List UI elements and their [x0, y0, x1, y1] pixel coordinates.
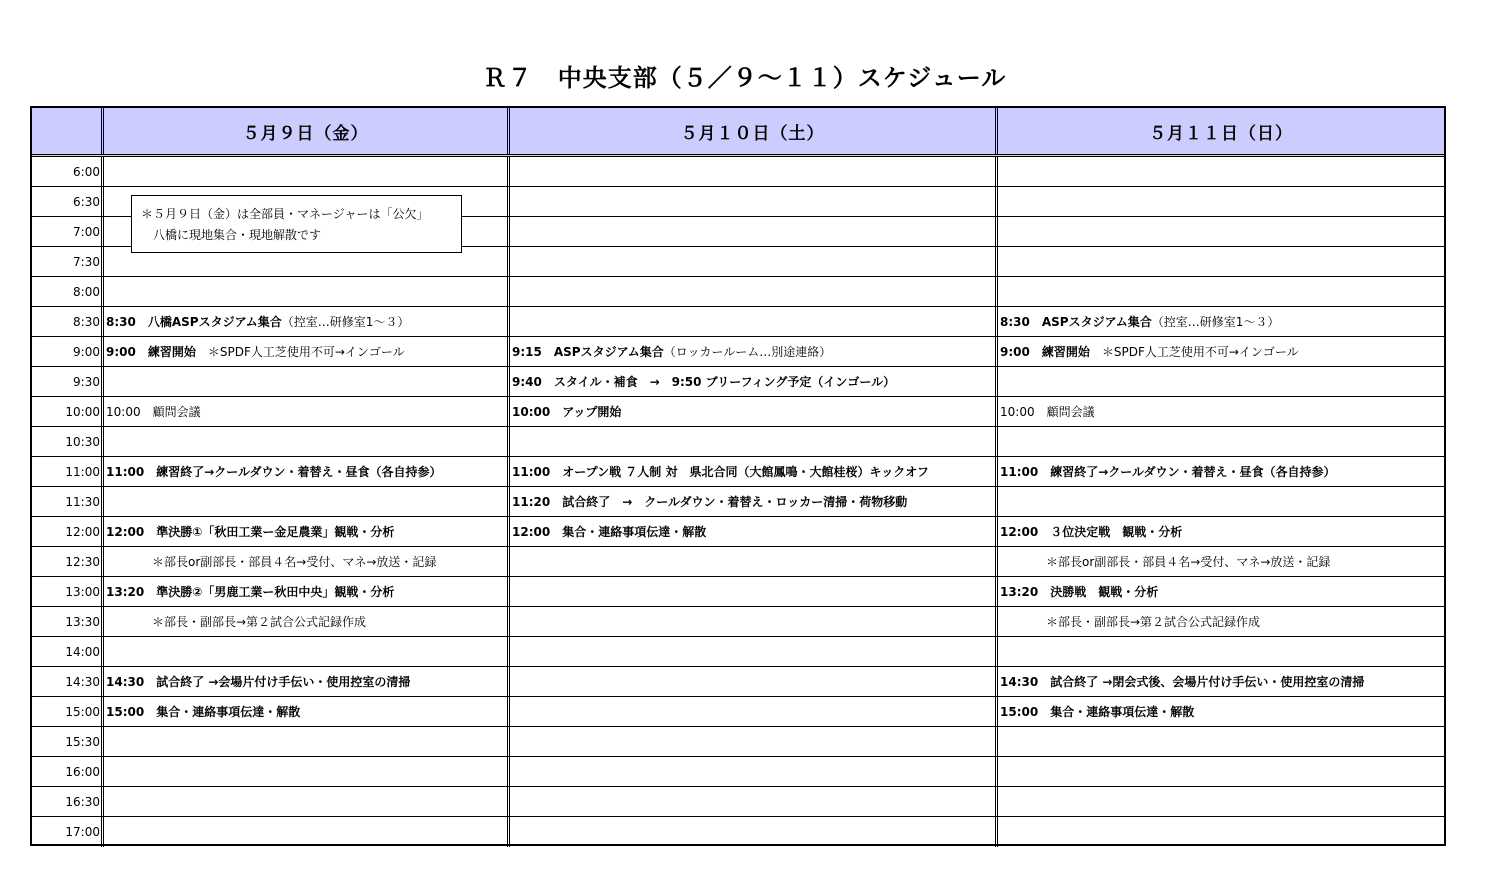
event-cell-day3	[998, 607, 1444, 636]
event-bold-text: 9:00 練習開始	[1000, 345, 1090, 359]
event-cell-day1	[104, 547, 510, 576]
event-cell-day1	[104, 667, 510, 696]
time-cell: 12:00	[32, 517, 104, 546]
event-cell-day3	[998, 667, 1444, 696]
time-cell: 16:30	[32, 787, 104, 816]
table-row	[32, 367, 1444, 397]
time-cell: 9:00	[32, 337, 104, 366]
event-cell-day1	[104, 397, 510, 426]
table-row	[32, 157, 1444, 187]
page-title: Ｒ７ 中央支部（５／９～１１）スケジュール	[482, 64, 1007, 92]
header-time-corner	[32, 108, 104, 154]
event-cell-day2	[510, 277, 998, 306]
event-bold-text: 9:00 練習開始	[106, 345, 196, 359]
event-cell-day1	[104, 517, 510, 546]
event-bold-text: 11:20 試合終了 → クールダウン・着替え・ロッカー清掃・荷物移動	[512, 495, 908, 509]
table-row	[32, 397, 1444, 427]
event-cell-day3	[998, 487, 1444, 516]
table-row	[32, 817, 1444, 847]
event-cell-day2	[510, 457, 998, 486]
event-cell-day1	[104, 817, 510, 847]
event-cell-day2	[510, 577, 998, 606]
event-bold-text: 10:00 アップ開始	[512, 405, 622, 419]
event-cell-day1	[104, 457, 510, 486]
event-cell-day2	[510, 517, 998, 546]
event-cell-day1	[104, 427, 510, 456]
event-cell-day3	[998, 547, 1444, 576]
event-bold-text: 11:00 練習終了→クールダウン・着替え・昼食（各自持参）	[1000, 465, 1336, 479]
event-cell-day3	[998, 637, 1444, 666]
header-row	[32, 108, 1444, 157]
table-row	[32, 277, 1444, 307]
event-cell-day3	[998, 757, 1444, 786]
event-bold-text: 12:00 準決勝①「秋田工業ー金足農業」観戦・分析	[106, 525, 395, 539]
notice-box	[131, 195, 462, 253]
event-cell-day2	[510, 397, 998, 426]
event-cell-day1	[104, 757, 510, 786]
event-cell-day2	[510, 607, 998, 636]
table-row	[32, 457, 1444, 487]
event-cell-day2	[510, 697, 998, 726]
event-note-text: ＊部長・副部長→第２試合公式記録作成	[1046, 615, 1261, 629]
event-cell-day3	[998, 457, 1444, 486]
time-cell: 16:00	[32, 757, 104, 786]
time-cell: 7:30	[32, 247, 104, 276]
table-row	[32, 637, 1444, 667]
header-day-1: ５月９日（金）	[104, 108, 510, 154]
event-cell-day2	[510, 637, 998, 666]
event-cell-day3	[998, 727, 1444, 756]
event-note-text: （控室…研修室1～３）	[281, 315, 410, 329]
event-cell-day1	[104, 787, 510, 816]
event-bold-text: 9:15 ASPスタジアム集合	[512, 345, 664, 359]
event-note-text: ＊SPDF人工芝使用不可→インゴール	[1089, 345, 1299, 359]
event-bold-text: 14:30 試合終了 →会場片付け手伝い・使用控室の清掃	[106, 675, 411, 689]
event-cell-day1	[104, 487, 510, 516]
event-cell-day3	[998, 397, 1444, 426]
notice-line: 八橋に現地集合・現地解散です	[153, 228, 322, 242]
time-cell: 14:30	[32, 667, 104, 696]
time-cell: 13:30	[32, 607, 104, 636]
event-cell-day3	[998, 427, 1444, 456]
event-cell-day2	[510, 337, 998, 366]
event-cell-day3	[998, 817, 1444, 847]
event-note-text: ＊部長・副部長→第２試合公式記録作成	[152, 615, 367, 629]
event-cell-day3	[998, 157, 1444, 186]
table-row	[32, 697, 1444, 727]
table-row	[32, 517, 1444, 547]
event-cell-day3	[998, 217, 1444, 246]
event-note-text: 10:00 顧問会議	[106, 405, 201, 419]
time-cell: 17:00	[32, 817, 104, 847]
event-bold-text: 15:00 集合・連絡事項伝達・解散	[1000, 705, 1195, 719]
event-cell-day2	[510, 727, 998, 756]
time-cell: 6:00	[32, 157, 104, 186]
event-bold-text: 12:00 集合・連絡事項伝達・解散	[512, 525, 707, 539]
event-cell-day2	[510, 187, 998, 216]
event-cell-day2	[510, 817, 998, 847]
header-day-2: ５月１０日（土）	[510, 108, 998, 154]
event-bold-text: 8:30 ASPスタジアム集合	[1000, 315, 1152, 329]
table-row	[32, 757, 1444, 787]
event-cell-day1	[104, 637, 510, 666]
event-cell-day1	[104, 577, 510, 606]
time-cell: 15:30	[32, 727, 104, 756]
event-cell-day2	[510, 757, 998, 786]
time-cell: 10:30	[32, 427, 104, 456]
event-cell-day1	[104, 697, 510, 726]
event-cell-day2	[510, 307, 998, 336]
header-day-3: ５月１１日（日）	[1149, 123, 1293, 144]
event-bold-text: 13:20 決勝戦 観戦・分析	[1000, 585, 1159, 599]
event-cell-day2	[510, 427, 998, 456]
event-cell-day2	[510, 247, 998, 276]
table-row	[32, 427, 1444, 457]
table-row	[32, 607, 1444, 637]
event-bold-text: 8:30 八橋ASPスタジアム集合	[106, 315, 282, 329]
event-cell-day2	[510, 787, 998, 816]
table-row	[32, 487, 1444, 517]
event-cell-day1	[104, 367, 510, 396]
time-cell: 9:30	[32, 367, 104, 396]
table-row	[32, 547, 1444, 577]
event-bold-text: 14:30 試合終了 →閉会式後、会場片付け手伝い・使用控室の清掃	[1000, 675, 1365, 689]
event-cell-day2	[510, 217, 998, 246]
event-bold-text: 11:00 練習終了→クールダウン・着替え・昼食（各自持参）	[106, 465, 442, 479]
event-cell-day1	[104, 727, 510, 756]
event-note-text: （控室…研修室1～３）	[1151, 315, 1280, 329]
event-cell-day1	[104, 157, 510, 186]
event-bold-text: 15:00 集合・連絡事項伝達・解散	[106, 705, 301, 719]
event-note-text: ＊部長or副部長・部員４名→受付、マネ→放送・記録	[152, 555, 437, 569]
time-cell: 8:30	[32, 307, 104, 336]
time-cell: 15:00	[32, 697, 104, 726]
event-bold-text: 9:40 スタイル・補食 → 9:50 ブリーフィング予定（インゴール）	[512, 375, 896, 389]
event-note-text: 10:00 顧問会議	[1000, 405, 1095, 419]
event-note-text: ＊SPDF人工芝使用不可→インゴール	[195, 345, 405, 359]
table-row	[32, 307, 1444, 337]
event-cell-day3	[998, 337, 1444, 366]
event-cell-day3	[998, 517, 1444, 546]
table-row	[32, 577, 1444, 607]
event-cell-day1	[104, 277, 510, 306]
event-cell-day3	[998, 187, 1444, 216]
table-row	[32, 727, 1444, 757]
event-cell-day3	[998, 247, 1444, 276]
event-bold-text: 11:00 オープン戦 ７人制 対 県北合同（大館鳳鳴・大館桂桜）キックオフ	[512, 465, 929, 479]
time-cell: 12:30	[32, 547, 104, 576]
event-note-text: ＊部長or副部長・部員４名→受付、マネ→放送・記録	[1046, 555, 1331, 569]
event-cell-day3	[998, 697, 1444, 726]
event-cell-day2	[510, 157, 998, 186]
event-cell-day1	[104, 307, 510, 336]
event-cell-day2	[510, 487, 998, 516]
event-bold-text: 12:00 ３位決定戦 観戦・分析	[1000, 525, 1183, 539]
event-cell-day2	[510, 367, 998, 396]
time-cell: 7:00	[32, 217, 104, 246]
table-row	[32, 667, 1444, 697]
time-cell: 11:30	[32, 487, 104, 516]
event-cell-day2	[510, 547, 998, 576]
time-cell: 6:30	[32, 187, 104, 216]
event-cell-day3	[998, 577, 1444, 606]
time-cell: 8:00	[32, 277, 104, 306]
time-cell: 11:00	[32, 457, 104, 486]
time-cell: 10:00	[32, 397, 104, 426]
event-bold-text: 13:20 準決勝②「男鹿工業ー秋田中央」観戦・分析	[106, 585, 395, 599]
event-cell-day1	[104, 337, 510, 366]
time-cell: 13:00	[32, 577, 104, 606]
event-cell-day3	[998, 787, 1444, 816]
event-cell-day2	[510, 667, 998, 696]
notice-line: ＊５月９日（金）は全部員・マネージャーは「公欠」	[141, 207, 429, 221]
event-cell-day1	[104, 607, 510, 636]
table-row	[32, 337, 1444, 367]
event-note-text: （ロッカールーム…別途連絡）	[663, 345, 832, 359]
event-cell-day3	[998, 277, 1444, 306]
event-cell-day3	[998, 307, 1444, 336]
time-cell: 14:00	[32, 637, 104, 666]
table-row	[32, 787, 1444, 817]
event-cell-day3	[998, 367, 1444, 396]
